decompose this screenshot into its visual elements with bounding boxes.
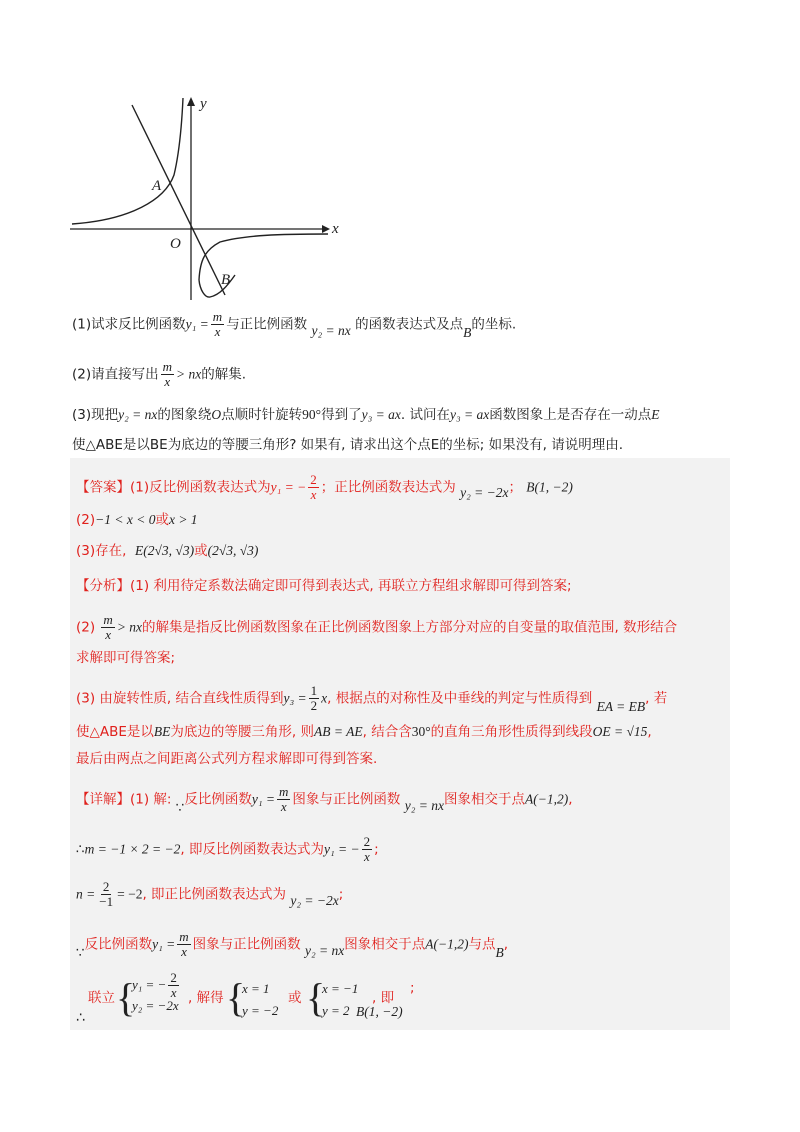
- label-o: O: [170, 236, 181, 252]
- answer-line-2: (2)−1 < x < 0或x > 1: [76, 512, 198, 528]
- y-axis-arrow: [187, 97, 195, 106]
- system-3: x = −1 y = 2: [322, 981, 359, 1018]
- line-y2: [132, 105, 225, 295]
- answer-line-1: 【答案】(1)反比例函数表达式为y₁ = − $\frac{2}{x}$ ；正比例函数表达式为 y₂ = −2x； B(1, −2): [76, 472, 573, 502]
- hyperbola-right-branch: [199, 234, 328, 280]
- detail-line-1: 【详解】(1) 解: ∵反比例函数y₁ = $\frac{m}{x}$ 图象与正比例函数 y₂ = nx图象相交于点A(−1,2),: [76, 784, 573, 816]
- analysis-line-6: 最后由两点之间距离公式列方程求解即可得到答案.: [76, 751, 378, 767]
- label-y: y: [200, 96, 207, 112]
- question-2: (2)请直接写出 $\frac{m}{x}$ > nx的解集.: [72, 359, 247, 389]
- function-graph: [60, 90, 360, 305]
- question-3-line-1: (3)现把y₂ = nx的图象绕O点顺时针旋转90°得到了y₃ = ax. 试问在y₃ = ax函数图象上是否存在一动点E: [72, 407, 660, 423]
- fraction-m-over-x: $\frac{m}{x}$: [212, 309, 223, 339]
- system-2: x = 1 y = −2: [242, 981, 279, 1018]
- fraction-m-over-x: $\frac{m}{x}$: [162, 359, 173, 389]
- hyperbola-left-branch: [72, 98, 183, 224]
- x-axis-arrow: [322, 225, 330, 233]
- detail-line-5: ∴ 联立 { y₁ = − $\frac{2}{x}$ y₂ = −2x , 解得 { x = 1 y = −2 或 { x = −1 y = 2 , 即 B(1, −2) ;: [76, 969, 415, 1026]
- analysis-line-3: 求解即可得答案;: [76, 650, 176, 666]
- answer-line-3: (3)存在, E(2√3, √3)或(2√3, √3): [76, 543, 259, 559]
- detail-line-2: ∴m = −1 × 2 = −2, 即反比例函数表达式为y₁ = − $\frac{2}{x}$ ;: [76, 834, 379, 864]
- system-1: y₁ = − $\frac{2}{x}$ y₂ = −2x: [132, 969, 179, 1013]
- analysis-line-5: 使△ABE是以BE为底边的等腰三角形, 则AB = AE, 结合含30°的直角三角形性质得到线段OE = √15,: [76, 724, 652, 740]
- detail-line-3: n = $\frac{2}{-1}$ = −2, 即正比例函数表达式为 y₂ = −2x;: [76, 879, 344, 909]
- detail-line-4: ∵反比例函数y₁ = $\frac{m}{x}$ 图象与正比例函数 y₂ = nx图象相交于点A(−1,2)与点B,: [76, 929, 509, 961]
- analysis-line-2: (2) $\frac{m}{x}$ > nx的解集是指反比例函数图象在正比例函数图象上方部分对应的自变量的取值范围, 数形结合: [76, 612, 678, 642]
- label-x: x: [332, 221, 339, 237]
- label-a: A: [152, 178, 162, 194]
- label-b: B: [221, 272, 231, 288]
- question-3-line-2: 使△ABE是以BE为底边的等腰三角形? 如果有, 请求出这个点E的坐标; 如果没有, 请说明理由.: [72, 437, 623, 453]
- question-1: (1)试求反比例函数y₁ = $\frac{m}{x}$ 与正比例函数 y₂ = nx 的函数表达式及点B的坐标.: [72, 309, 517, 340]
- analysis-line-1: 【分析】(1) 利用待定系数法确定即可得到表达式, 再联立方程组求解即可得到答案;: [76, 578, 572, 594]
- analysis-line-4: (3) 由旋转性质, 结合直线性质得到y₃ = $\frac{1}{2}$ x, 根据点的对称性及中垂线的判定与性质得到 EA = EB, 若: [76, 683, 668, 714]
